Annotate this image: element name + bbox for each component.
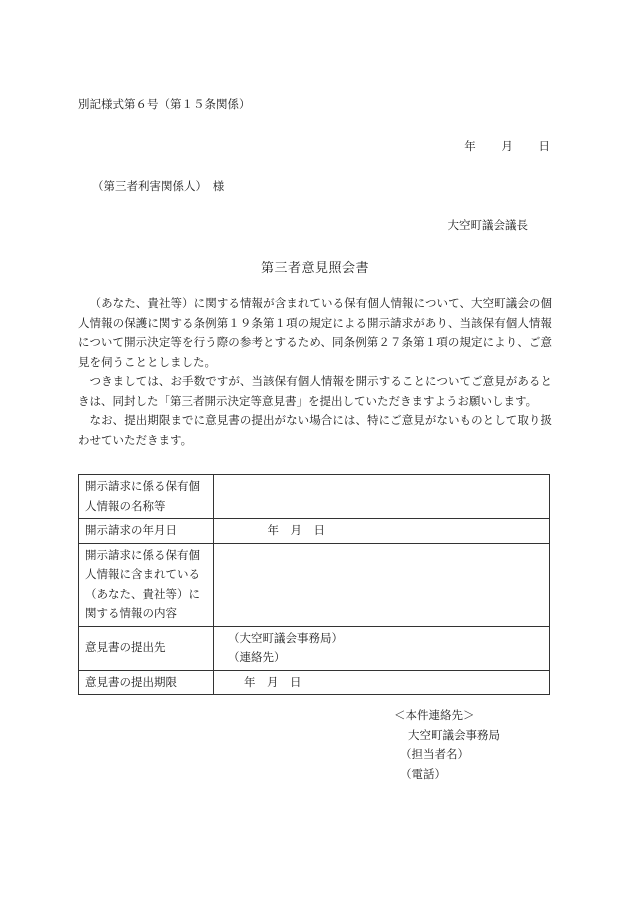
form-number: 別記様式第６号（第１５条関係） <box>78 97 251 111</box>
table-value: 年 月 日 <box>214 670 550 695</box>
body-text <box>78 294 552 450</box>
table-row <box>79 519 550 544</box>
table-value <box>214 626 550 670</box>
table-label: 開示請求に係る保有個人情報に含まれている（あなた、貴社等）に関する情報の内容 <box>79 543 214 626</box>
paragraph-3: なお、提出期限までに意見書の提出がない場合には、特にご意見がないものとして取り扱わせていただきます。 <box>78 413 552 447</box>
table-label: 開示請求の年月日 <box>79 519 214 544</box>
table-row <box>79 543 550 626</box>
addressee: （第三者利害関係人） 様 <box>92 179 225 193</box>
date-month: 月 <box>501 139 513 153</box>
submission-office: （大空町議会事務局） <box>228 630 343 645</box>
table-label: 意見書の提出期限 <box>79 670 214 695</box>
date-day: 日 <box>538 139 550 153</box>
table-row <box>79 670 550 695</box>
contact-person: （担当者名） <box>400 747 469 761</box>
sender: 大空町議会議長 <box>447 218 528 232</box>
table-value <box>214 475 550 519</box>
submission-contact: （連絡先） <box>228 650 286 664</box>
table-value <box>214 543 550 626</box>
table-row <box>79 475 550 519</box>
table-label: 意見書の提出先 <box>79 626 214 670</box>
paragraph-2: つきましては、お手数ですが、当該保有個人情報を開示することについてご意見があるときは、同封した「第三者開示決定等意見書」を提出していただきますようお願いします。 <box>78 374 552 408</box>
table-row <box>79 626 550 670</box>
contact-heading: ＜本件連絡先＞ <box>394 708 475 722</box>
table-label: 開示請求に係る保有個人情報の名称等 <box>79 475 214 519</box>
contact-office: 大空町議会事務局 <box>408 727 500 742</box>
document-title: 第三者意見照会書 <box>260 261 369 276</box>
contact-phone: （電話） <box>400 766 446 781</box>
table-value: 年 月 日 <box>214 519 550 544</box>
contact-block <box>394 706 500 784</box>
info-table <box>78 474 550 695</box>
date-year: 年 <box>464 139 476 153</box>
paragraph-1: （あなた、貴社等）に関する情報が含まれている保有個人情報について、大空町議会の個人情報の保護に関する条例第１９条第１項の規定による開示請求があり、当該保有個人情報について開示決定等を行う際の参考とするため、同条例第２７条第１項の規定により、ご意見を伺うこととしました。 <box>78 296 552 369</box>
date-line <box>464 138 550 154</box>
